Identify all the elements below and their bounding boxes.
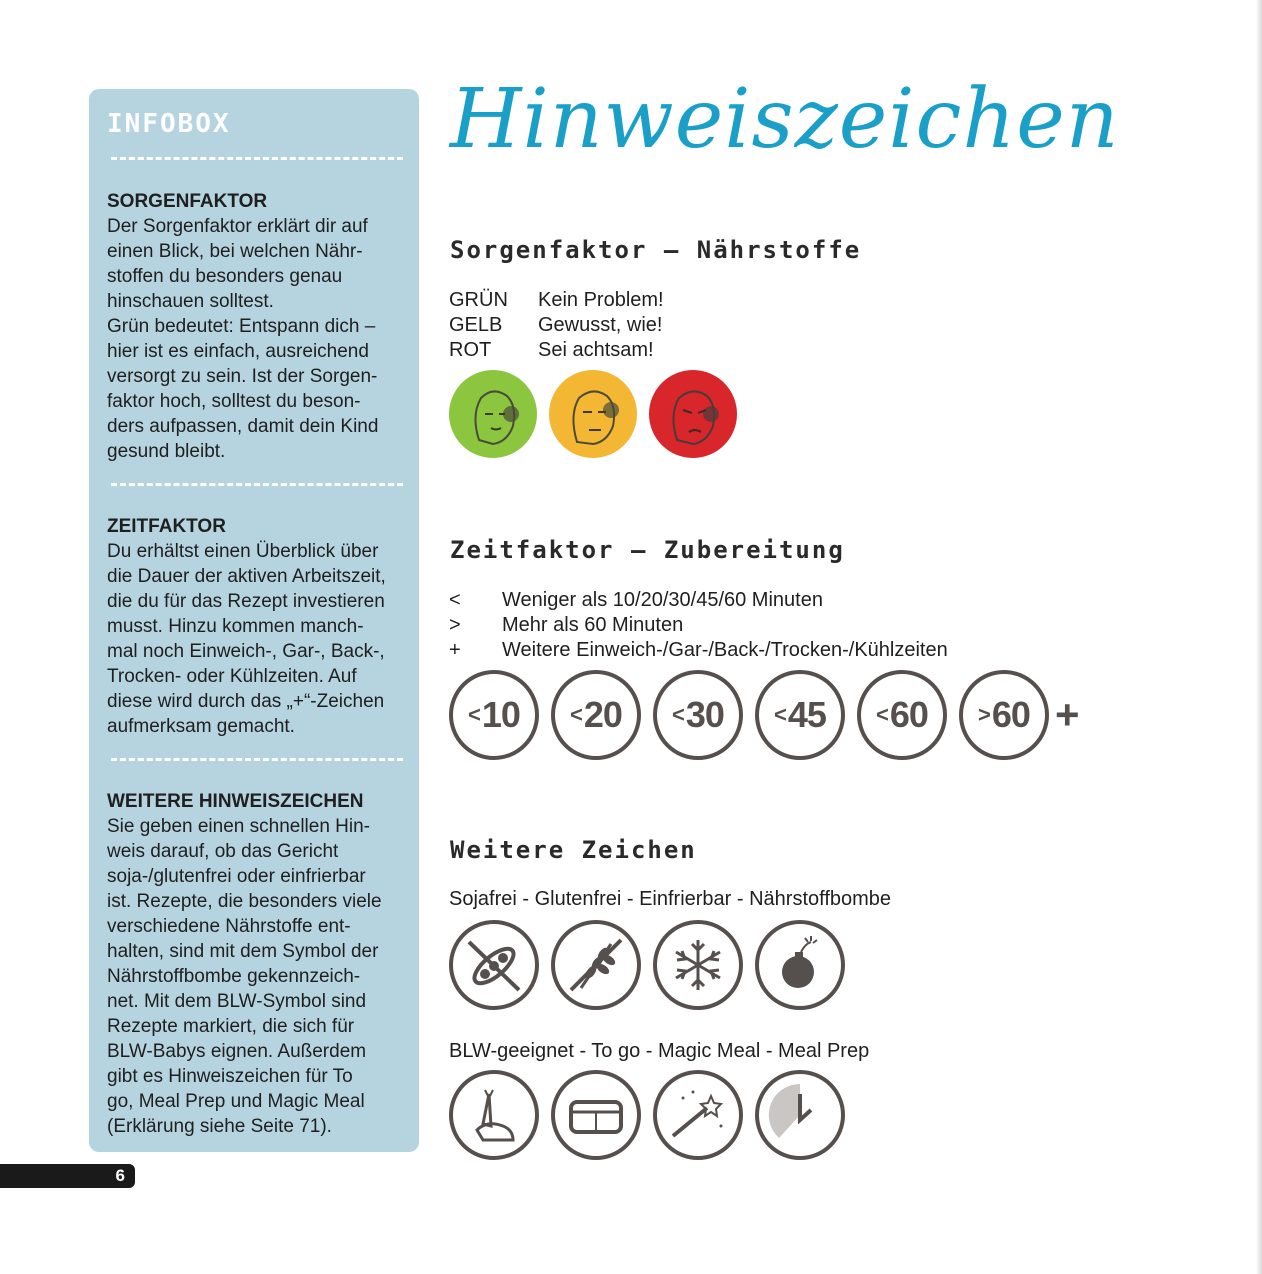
time-stamp-10: [449, 670, 539, 760]
section-heading: SORGENFAKTOR: [107, 191, 268, 212]
divider: [111, 758, 403, 761]
legend-value: Mehr als 60 Minuten: [502, 614, 684, 636]
meal-prep-icon: [755, 1070, 845, 1160]
stamp-symbol: <: [570, 702, 583, 727]
legend-row: [449, 588, 948, 613]
infobox-section-weitere: [107, 789, 412, 1139]
section-text: Du erhältst einen Überblick über die Dauer der aktiven Arbeitszeit, die du für das Rezept investieren musst. Hinzu kommen manch- mal noch Einweich-, Gar-, Back-, Trocken- oder Kühlzeiten. Auf diese wird durch das „+“-Zeichen aufmerksam gemacht.: [107, 541, 386, 737]
weitere-heading: Weitere Zeichen: [450, 836, 697, 864]
stamp-symbol: >: [978, 702, 991, 727]
soy-free-icon: [449, 920, 539, 1010]
to-go-icon: [551, 1070, 641, 1160]
blw-icon: [449, 1070, 539, 1160]
time-stamp-20: [551, 670, 641, 760]
infobox-title: INFOBOX: [107, 109, 231, 139]
legend-row: [449, 638, 948, 663]
nutrient-bomb-icon: [755, 920, 845, 1010]
legend-key: GELB: [449, 314, 503, 336]
sorgen-heading: Sorgenfaktor – Nährstoffe: [450, 236, 862, 264]
stamp-number: 45: [787, 694, 826, 735]
weitere-icons-2: [449, 1070, 845, 1160]
legend-value: Kein Problem!: [538, 289, 664, 311]
legend-key: >: [449, 614, 461, 636]
legend-row: [449, 313, 664, 338]
face-red-icon: [649, 370, 737, 458]
legend-row: [449, 613, 948, 638]
infobox-section-sorgenfaktor: [107, 189, 412, 464]
legend-value: Gewusst, wie!: [538, 314, 663, 336]
legend-row: [449, 288, 664, 313]
snowflake-icon: [653, 920, 743, 1010]
weitere-caption-1: Sojafrei - Glutenfrei - Einfrierbar - Nährstoffbombe: [449, 888, 892, 910]
magic-meal-icon: [653, 1070, 743, 1160]
legend-value: Weniger als 10/20/30/45/60 Minuten: [502, 589, 823, 611]
zeit-heading: Zeitfaktor – Zubereitung: [450, 536, 845, 564]
infobox: [89, 89, 419, 1152]
section-heading: ZEITFAKTOR: [107, 516, 226, 537]
section-heading: WEITERE HINWEISZEICHEN: [107, 791, 364, 812]
time-stamp-60: [857, 670, 947, 760]
zeit-stamps: [449, 670, 1080, 760]
page-edge: [1256, 0, 1262, 1274]
divider: [111, 157, 403, 160]
time-stamp-45: [755, 670, 845, 760]
stamp-symbol: <: [774, 702, 787, 727]
page-number: 6: [115, 1166, 125, 1185]
divider: [111, 483, 403, 486]
face-green-icon: [449, 370, 537, 458]
stamp-symbol: <: [672, 702, 685, 727]
time-stamp-30: [653, 670, 743, 760]
stamp-symbol: <: [468, 702, 481, 727]
infobox-section-zeitfaktor: [107, 514, 412, 739]
face-yellow-icon: [549, 370, 637, 458]
section-text: Der Sorgenfaktor erklärt dir auf einen Blick, bei welchen Nähr- stoffen du besonders genau hinschauen solltest. Grün bedeutet: Entspann dich – hier ist es einfach, ausreichend versorgt zu sein. Ist der Sorgen- faktor hoch, solltest du beson- ders aufpassen, damit dein Kind gesund bleibt.: [107, 216, 379, 462]
page-title: Hinweiszeichen: [450, 72, 1120, 167]
stamp-symbol: <: [876, 702, 889, 727]
plus-icon: +: [1055, 691, 1080, 738]
stamp-number: 10: [481, 694, 520, 735]
legend-key: +: [449, 639, 461, 661]
sorgen-legend: [449, 288, 664, 363]
sorgen-faces: [449, 370, 737, 458]
weitere-caption-2: BLW-geeignet - To go - Magic Meal - Meal Prep: [449, 1040, 870, 1062]
legend-key: GRÜN: [449, 289, 508, 311]
time-stamp-over-60: [959, 670, 1049, 760]
section-text: Sie geben einen schnellen Hin- weis darauf, ob das Gericht soja-/glutenfrei oder einfrierbar ist. Rezepte, die besonders viele verschiedene Nährstoffe ent- halten, sind mit dem Symbol der Nährstoffbombe gekennzeich- net. Mit dem BLW-Symbol sind Rezepte markiert, die sich für BLW-Babys eignen. Außerdem gibt es Hinweiszeichen für To go, Meal Prep und Magic Meal (Erklärung siehe Seite 71).: [107, 816, 382, 1137]
stamp-number: 60: [889, 694, 928, 735]
stamp-number: 30: [685, 694, 724, 735]
weitere-icons-1: [449, 920, 845, 1010]
legend-value: Weitere Einweich-/Gar-/Back-/Trocken-/Kühlzeiten: [502, 639, 948, 661]
page-number-tab: [0, 1164, 135, 1188]
legend-key: <: [449, 589, 461, 611]
legend-key: ROT: [449, 339, 492, 361]
gluten-free-icon: [551, 920, 641, 1010]
zeit-legend: [449, 588, 948, 663]
stamp-number: 20: [583, 694, 622, 735]
stamp-number: 60: [991, 694, 1030, 735]
legend-value: Sei achtsam!: [538, 339, 654, 361]
legend-row: [449, 338, 664, 363]
